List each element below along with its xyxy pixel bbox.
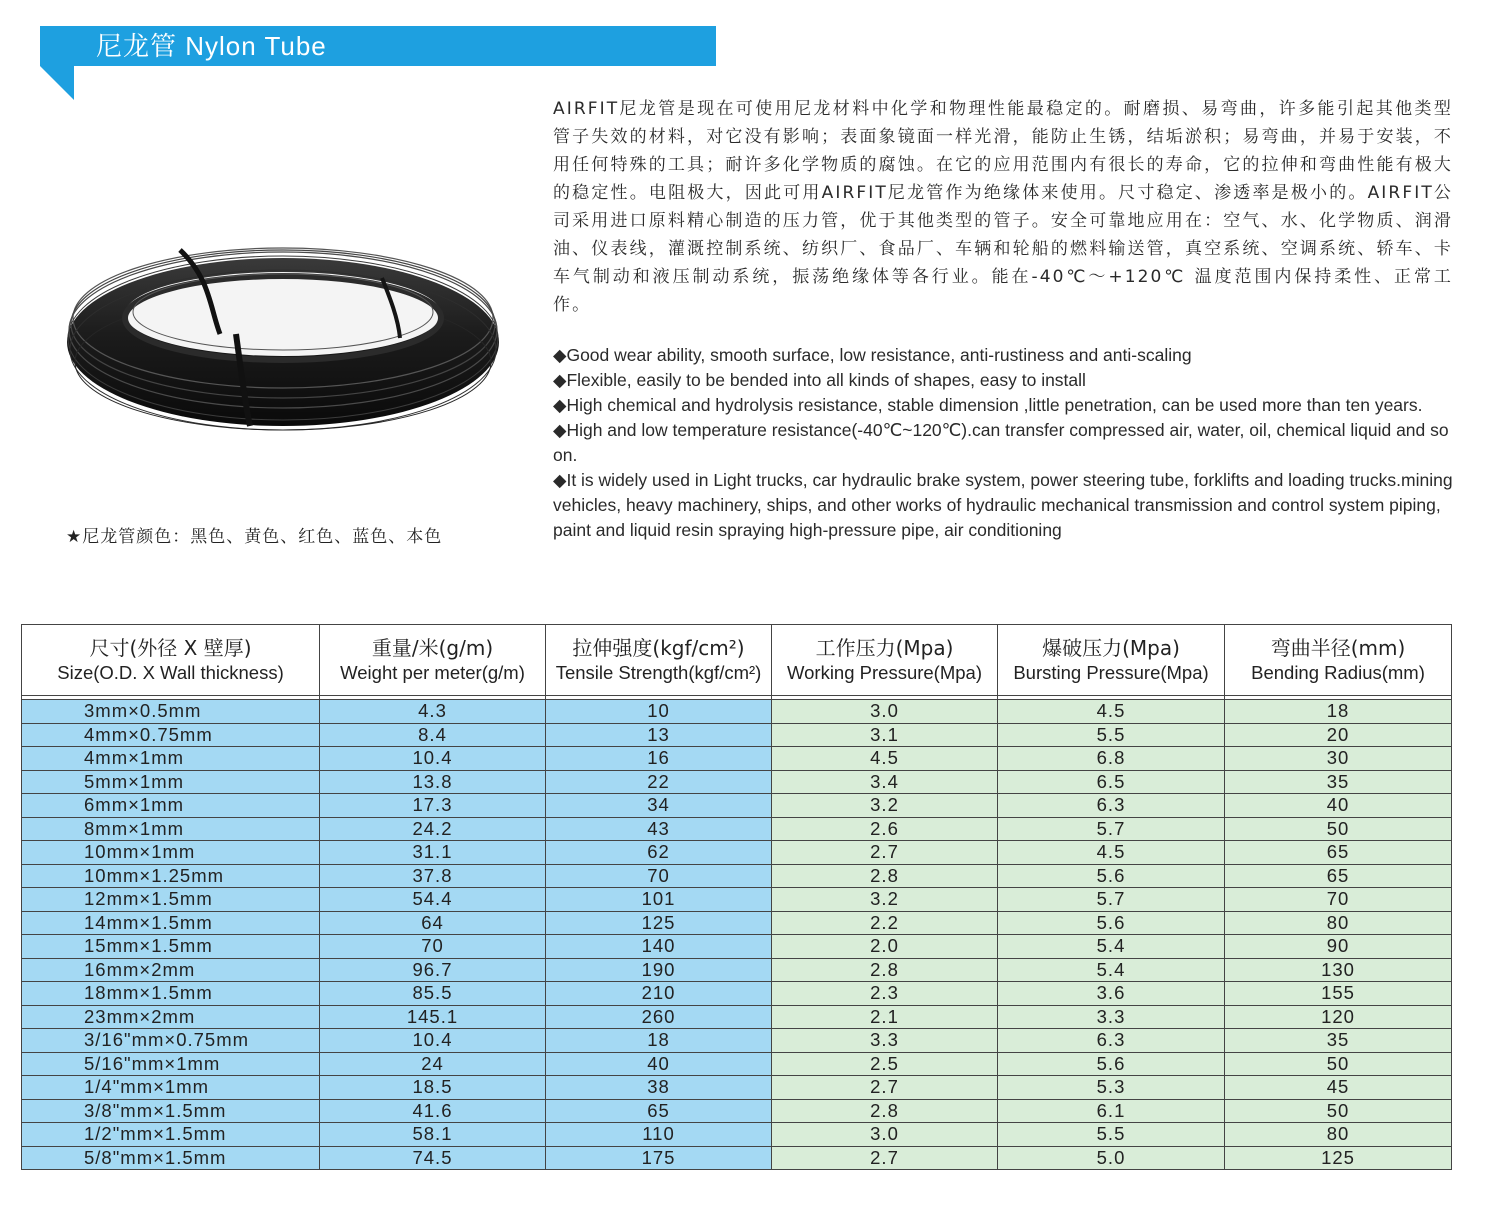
feature-item: ◆Good wear ability, smooth surface, low resistance, anti-rustiness and anti-scaling [553, 345, 1192, 365]
table-row [22, 747, 1452, 771]
cell-tensile-strength: 43 [546, 817, 772, 841]
cell-size: 5mm×1mm [22, 770, 320, 794]
cell-tensile-strength: 65 [546, 1099, 772, 1123]
cell-weight: 24.2 [320, 817, 546, 841]
header-weight: 重量/米(g/m) Weight per meter(g/m) [320, 625, 546, 696]
cell-size: 14mm×1.5mm [22, 911, 320, 935]
cell-bending-radius: 130 [1225, 958, 1452, 982]
table-row [22, 982, 1452, 1006]
cell-tensile-strength: 260 [546, 1005, 772, 1029]
cell-weight: 10.4 [320, 747, 546, 771]
cell-tensile-strength: 16 [546, 747, 772, 771]
cell-bending-radius: 45 [1225, 1076, 1452, 1100]
cell-bursting-pressure: 6.3 [998, 794, 1225, 818]
cell-working-pressure: 2.8 [772, 864, 998, 888]
cell-weight: 4.3 [320, 700, 546, 724]
cell-working-pressure: 2.8 [772, 1099, 998, 1123]
header-bursting-pressure: 爆破压力(Mpa) Bursting Pressure(Mpa) [998, 625, 1225, 696]
cell-size: 23mm×2mm [22, 1005, 320, 1029]
cell-bending-radius: 65 [1225, 864, 1452, 888]
cell-bursting-pressure: 5.5 [998, 723, 1225, 747]
cell-size: 3/16"mm×0.75mm [22, 1029, 320, 1053]
cell-weight: 13.8 [320, 770, 546, 794]
cell-working-pressure: 3.4 [772, 770, 998, 794]
cell-bending-radius: 50 [1225, 817, 1452, 841]
cell-tensile-strength: 110 [546, 1123, 772, 1147]
table-row [22, 723, 1452, 747]
cell-bending-radius: 70 [1225, 888, 1452, 912]
header-tensile-strength: 拉伸强度(kgf/cm²) Tensile Strength(kgf/cm²) [546, 625, 772, 696]
cell-working-pressure: 2.3 [772, 982, 998, 1006]
cell-weight: 24 [320, 1052, 546, 1076]
table-row [22, 1099, 1452, 1123]
table-row [22, 1005, 1452, 1029]
cell-weight: 8.4 [320, 723, 546, 747]
cell-working-pressure: 2.7 [772, 841, 998, 865]
cell-bursting-pressure: 4.5 [998, 841, 1225, 865]
banner-tail [40, 66, 74, 100]
cell-bending-radius: 20 [1225, 723, 1452, 747]
cell-tensile-strength: 10 [546, 700, 772, 724]
cell-bursting-pressure: 5.6 [998, 864, 1225, 888]
cell-bursting-pressure: 4.5 [998, 700, 1225, 724]
cell-tensile-strength: 101 [546, 888, 772, 912]
cell-bursting-pressure: 5.6 [998, 911, 1225, 935]
cell-size: 4mm×1mm [22, 747, 320, 771]
cell-weight: 54.4 [320, 888, 546, 912]
chinese-description: AIRFIT尼龙管是现在可使用尼龙材料中化学和物理性能最稳定的。耐磨损、易弯曲，许多能引起其他类型管子失效的材料，对它没有影响；表面象镜面一样光滑，能防止生锈，结垢淤积；易弯曲，并易于安装，不用任何特殊的工具；耐许多化学物质的腐蚀。在它的应用范围内有很长的寿命，它的拉伸和弯曲性能有极大的稳定性。电阻极大，因此可用AIRFIT尼龙管作为绝缘体来使用。尺寸稳定、渗透率是极小的。AIRFIT公司采用进口原料精心制造的压力管，优于其他类型的管子。安全可靠地应用在：空气、水、化学物质、润滑油、仪表线，灌溉控制系统、纺织厂、食品厂、车辆和轮船的燃料输送管，真空系统、空调系统、轿车、卡车气制动和液压制动系统，振荡绝缘体等各行业。能在-40℃～+120℃ 温度范围内保持柔性、正常工作。 [553, 99, 1453, 315]
cell-weight: 74.5 [320, 1146, 546, 1170]
cell-size: 1/4"mm×1mm [22, 1076, 320, 1100]
cell-working-pressure: 2.1 [772, 1005, 998, 1029]
page-title: 尼龙管 Nylon Tube [96, 31, 327, 61]
cell-tensile-strength: 125 [546, 911, 772, 935]
color-options-caption: ★尼龙管颜色：黑色、黄色、红色、蓝色、本色 [66, 527, 443, 547]
header-size: 尺寸(外径 X 壁厚) Size(O.D. X Wall thickness) [22, 625, 320, 696]
cell-size: 3/8"mm×1.5mm [22, 1099, 320, 1123]
cell-bursting-pressure: 5.0 [998, 1146, 1225, 1170]
cell-bursting-pressure: 5.3 [998, 1076, 1225, 1100]
cell-size: 6mm×1mm [22, 794, 320, 818]
table-row [22, 770, 1452, 794]
cell-tensile-strength: 140 [546, 935, 772, 959]
cell-size: 4mm×0.75mm [22, 723, 320, 747]
cell-bending-radius: 40 [1225, 794, 1452, 818]
cell-bending-radius: 125 [1225, 1146, 1452, 1170]
table-row [22, 817, 1452, 841]
table-header-row [22, 625, 1452, 696]
cell-tensile-strength: 62 [546, 841, 772, 865]
cell-bursting-pressure: 5.7 [998, 817, 1225, 841]
cell-size: 8mm×1mm [22, 817, 320, 841]
cell-size: 12mm×1.5mm [22, 888, 320, 912]
cell-working-pressure: 2.5 [772, 1052, 998, 1076]
cell-bending-radius: 18 [1225, 700, 1452, 724]
cell-bursting-pressure: 3.6 [998, 982, 1225, 1006]
cell-working-pressure: 2.7 [772, 1146, 998, 1170]
header-bending-radius: 弯曲半径(mm) Bending Radius(mm) [1225, 625, 1452, 696]
cell-bending-radius: 30 [1225, 747, 1452, 771]
cell-working-pressure: 3.0 [772, 1123, 998, 1147]
table-row [22, 841, 1452, 865]
cell-working-pressure: 2.7 [772, 1076, 998, 1100]
title-banner [40, 26, 716, 66]
table-row [22, 1076, 1452, 1100]
cell-bending-radius: 90 [1225, 935, 1452, 959]
table-row [22, 700, 1452, 724]
cell-working-pressure: 3.1 [772, 723, 998, 747]
cell-bending-radius: 50 [1225, 1099, 1452, 1123]
specification-table [21, 624, 1452, 1170]
cell-tensile-strength: 22 [546, 770, 772, 794]
table-body [22, 696, 1452, 1170]
cell-size: 15mm×1.5mm [22, 935, 320, 959]
cell-size: 5/8"mm×1.5mm [22, 1146, 320, 1170]
cell-size: 5/16"mm×1mm [22, 1052, 320, 1076]
cell-tensile-strength: 175 [546, 1146, 772, 1170]
table-row [22, 1029, 1452, 1053]
cell-bending-radius: 80 [1225, 911, 1452, 935]
cell-bending-radius: 65 [1225, 841, 1452, 865]
cell-weight: 70 [320, 935, 546, 959]
cell-weight: 64 [320, 911, 546, 935]
cell-bursting-pressure: 6.8 [998, 747, 1225, 771]
cell-working-pressure: 2.2 [772, 911, 998, 935]
cell-bursting-pressure: 5.5 [998, 1123, 1225, 1147]
cell-weight: 96.7 [320, 958, 546, 982]
cell-working-pressure: 3.3 [772, 1029, 998, 1053]
cell-tensile-strength: 70 [546, 864, 772, 888]
header-working-pressure: 工作压力(Mpa) Working Pressure(Mpa) [772, 625, 998, 696]
feature-list [553, 343, 1453, 543]
cell-tensile-strength: 210 [546, 982, 772, 1006]
feature-item: ◆Flexible, easily to be bended into all kinds of shapes, easy to install [553, 370, 1086, 390]
table-row [22, 888, 1452, 912]
cell-size: 1/2"mm×1.5mm [22, 1123, 320, 1147]
table-row [22, 1123, 1452, 1147]
cell-working-pressure: 3.2 [772, 794, 998, 818]
cell-working-pressure: 2.6 [772, 817, 998, 841]
cell-weight: 10.4 [320, 1029, 546, 1053]
feature-item: ◆High and low temperature resistance(-40℃~120℃).can transfer compressed air, water, oil, chemical liquid and so on. [553, 420, 1449, 465]
cell-tensile-strength: 34 [546, 794, 772, 818]
feature-item: ◆It is widely used in Light trucks, car hydraulic brake system, power steering tube, forklifts and loading trucks.mining vehicles, heavy machinery, ships, and other works of hydraulic mechanical transmission and control system piping, paint and liquid resin spraying high-pressure pipe, air conditioning [553, 470, 1453, 540]
cell-working-pressure: 2.8 [772, 958, 998, 982]
table-row [22, 935, 1452, 959]
cell-bending-radius: 80 [1225, 1123, 1452, 1147]
cell-weight: 18.5 [320, 1076, 546, 1100]
nylon-tube-coil-image [60, 238, 506, 434]
cell-size: 3mm×0.5mm [22, 700, 320, 724]
cell-size: 10mm×1mm [22, 841, 320, 865]
cell-weight: 41.6 [320, 1099, 546, 1123]
table-row [22, 958, 1452, 982]
cell-working-pressure: 2.0 [772, 935, 998, 959]
cell-bending-radius: 155 [1225, 982, 1452, 1006]
cell-weight: 17.3 [320, 794, 546, 818]
cell-bursting-pressure: 5.4 [998, 935, 1225, 959]
cell-tensile-strength: 190 [546, 958, 772, 982]
cell-weight: 145.1 [320, 1005, 546, 1029]
cell-bursting-pressure: 5.4 [998, 958, 1225, 982]
cell-working-pressure: 3.2 [772, 888, 998, 912]
cell-tensile-strength: 18 [546, 1029, 772, 1053]
cell-size: 18mm×1.5mm [22, 982, 320, 1006]
cell-tensile-strength: 40 [546, 1052, 772, 1076]
cell-working-pressure: 4.5 [772, 747, 998, 771]
cell-size: 10mm×1.25mm [22, 864, 320, 888]
cell-weight: 37.8 [320, 864, 546, 888]
table-row [22, 794, 1452, 818]
cell-weight: 58.1 [320, 1123, 546, 1147]
cell-bending-radius: 120 [1225, 1005, 1452, 1029]
table-row [22, 864, 1452, 888]
cell-bursting-pressure: 3.3 [998, 1005, 1225, 1029]
cell-bursting-pressure: 6.1 [998, 1099, 1225, 1123]
cell-weight: 31.1 [320, 841, 546, 865]
table-row [22, 1146, 1452, 1170]
cell-working-pressure: 3.0 [772, 700, 998, 724]
table-row [22, 1052, 1452, 1076]
cell-bending-radius: 50 [1225, 1052, 1452, 1076]
feature-item: ◆High chemical and hydrolysis resistance, stable dimension ,little penetration, can be used more than ten years. [553, 395, 1423, 415]
table-row [22, 911, 1452, 935]
cell-tensile-strength: 13 [546, 723, 772, 747]
cell-bursting-pressure: 5.7 [998, 888, 1225, 912]
cell-bending-radius: 35 [1225, 1029, 1452, 1053]
cell-size: 16mm×2mm [22, 958, 320, 982]
cell-tensile-strength: 38 [546, 1076, 772, 1100]
cell-bursting-pressure: 6.3 [998, 1029, 1225, 1053]
cell-bending-radius: 35 [1225, 770, 1452, 794]
cell-bursting-pressure: 5.6 [998, 1052, 1225, 1076]
cell-weight: 85.5 [320, 982, 546, 1006]
cell-bursting-pressure: 6.5 [998, 770, 1225, 794]
